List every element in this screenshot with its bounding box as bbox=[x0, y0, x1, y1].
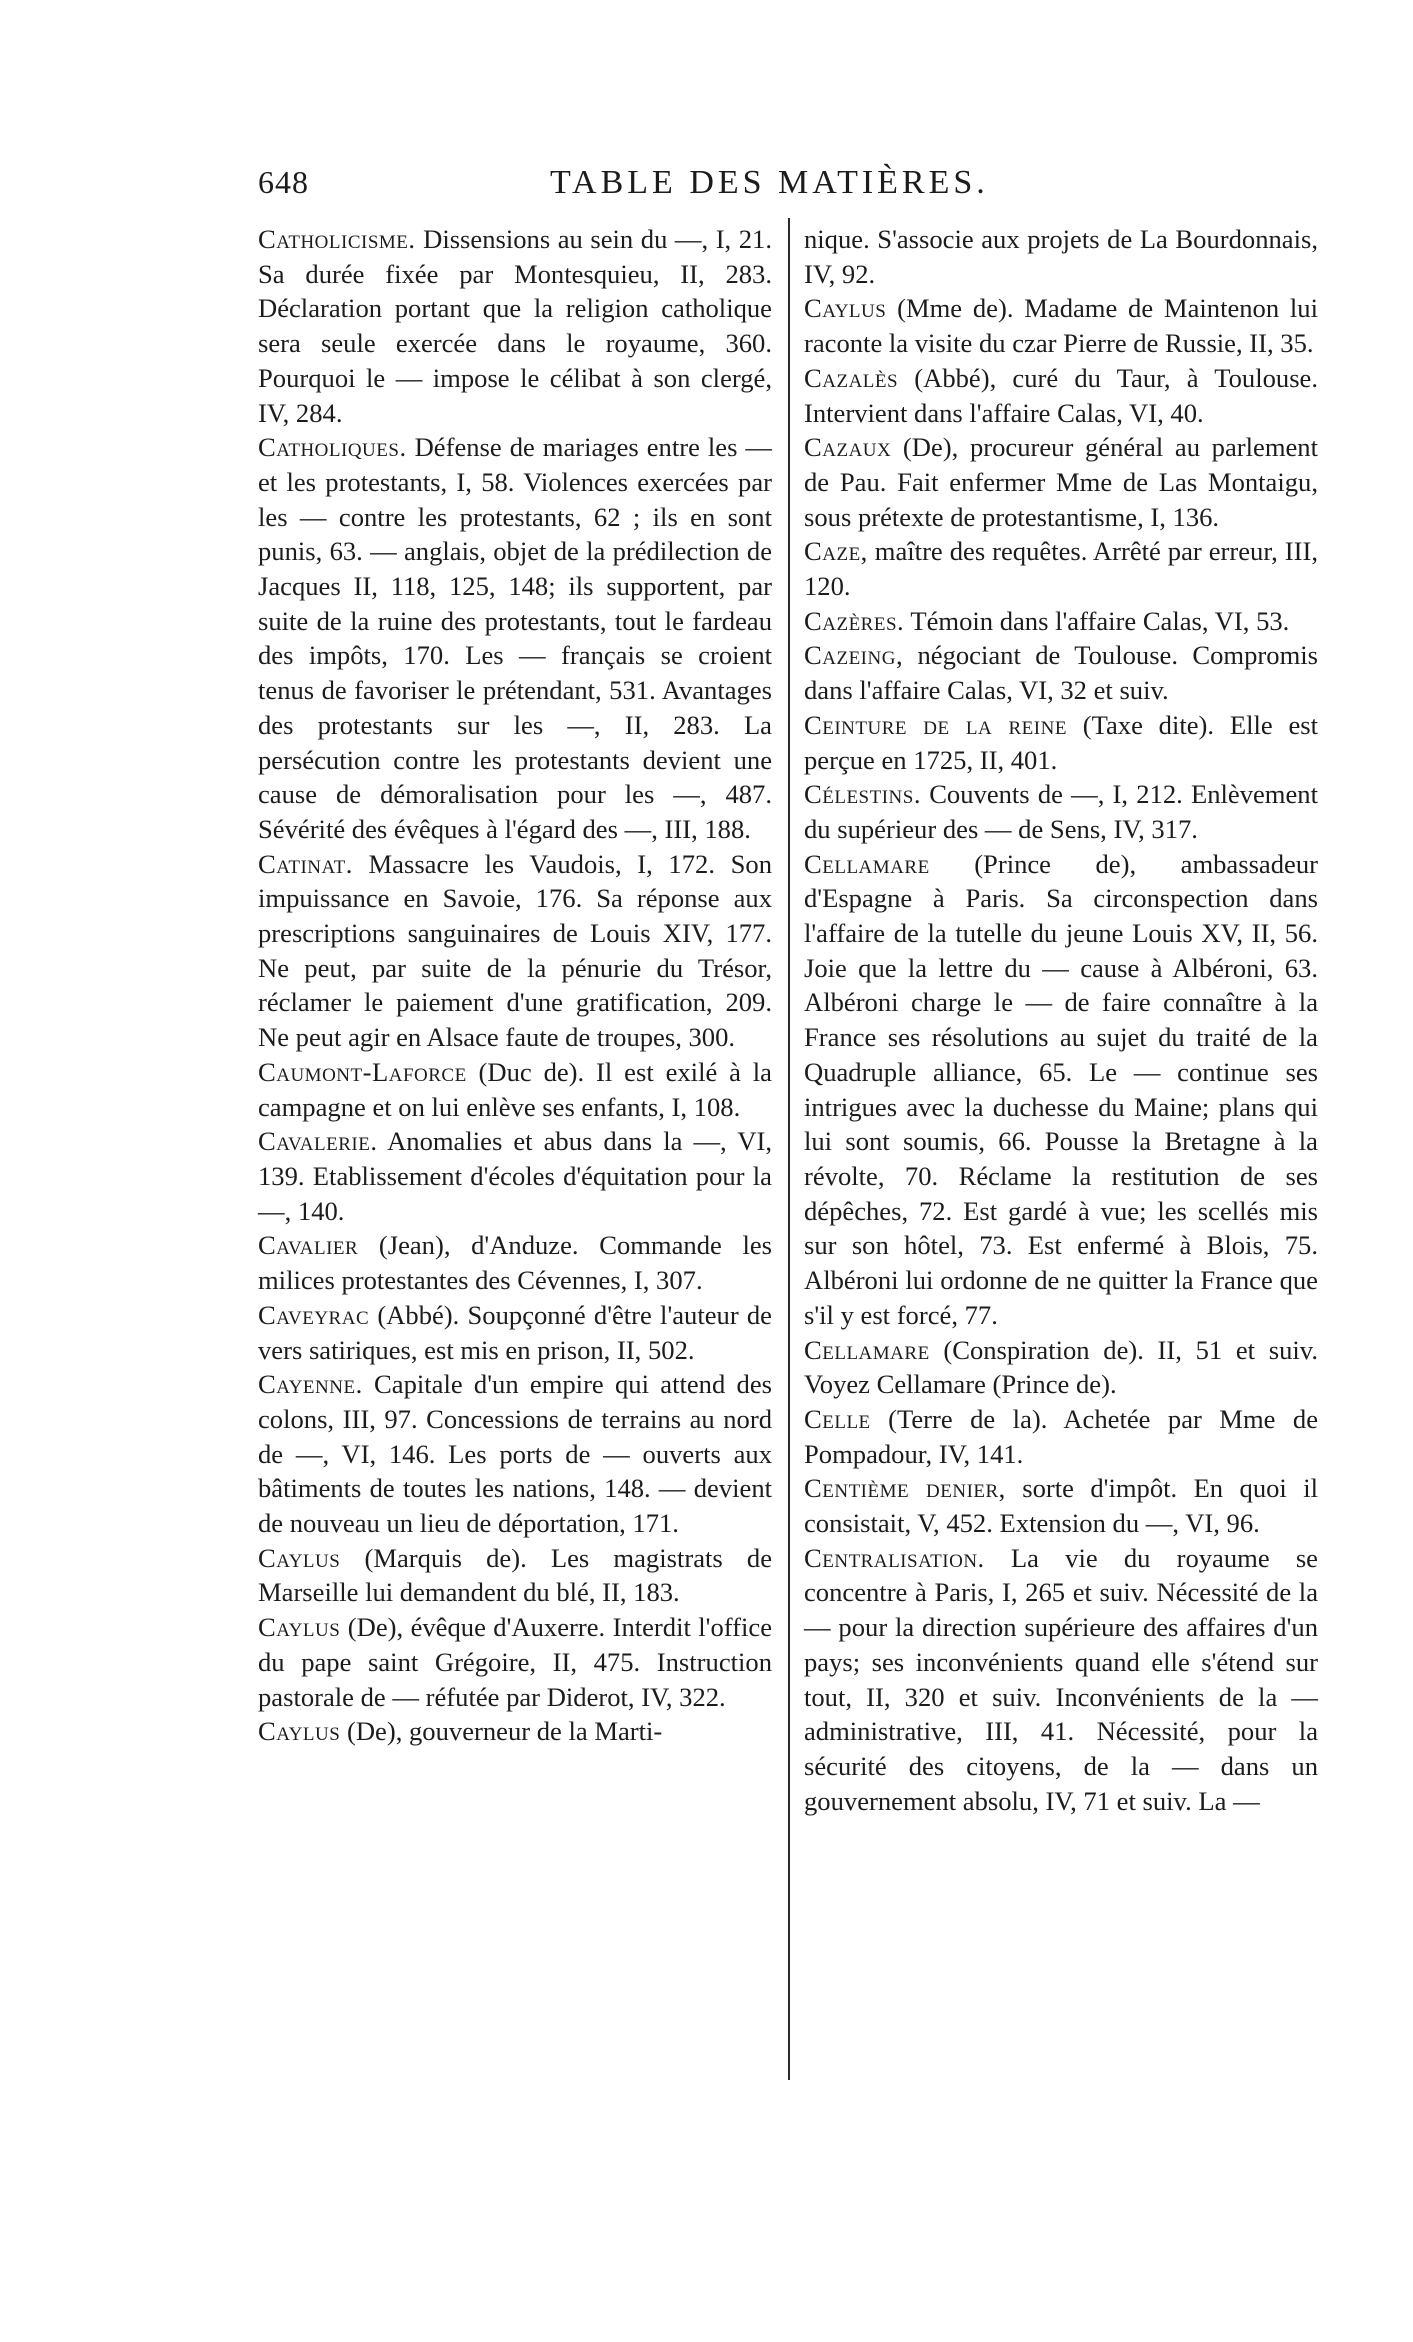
entry-text: Défense de mariages entre les — et les protestants, I, 58. Violences exercées par les — contre les protestants, 62 ; ils en sont punis, 63. — anglais, objet de la prédilection de Jacques II, 118, 125, 148; ils supportent, par suite de la ruine des protestants, tout le fardeau des impôts, 170. Les — français se croient tenus de favoriser le prétendant, 531. Avantages des protestants sur les —, II, 283. La persécution contre les protestants devient une cause de démoralisation pour les —, 487. Sévérité des évêques à l'égard des —, III, 188. bbox=[258, 432, 772, 844]
running-title: TABLE DES MATIÈRES. bbox=[550, 164, 989, 201]
entry-headword: Ceinture de la reine bbox=[804, 709, 1067, 740]
entry-text: (De), procureur général au parlement de Pau. Fait enfermer Mme de Las Montaigu, sous prétexte de protestantisme, I, 136. bbox=[804, 432, 1318, 532]
entry-headword: Caylus bbox=[258, 1612, 341, 1643]
index-entry bbox=[804, 777, 1318, 846]
entry-text: (De), évêque d'Auxerre. Interdit l'office du pape saint Grégoire, II, 475. Instruction pastorale de — réfutée par Diderot, IV, 322. bbox=[258, 1612, 772, 1712]
entry-headword: Caumont-Laforce bbox=[258, 1056, 467, 1087]
entry-text: (Mme de). Madame de Maintenon lui raconte la visite du czar Pierre de Russie, II, 35. bbox=[804, 293, 1318, 359]
entry-text: (De), gouverneur de la Marti- bbox=[340, 1716, 663, 1747]
index-entry bbox=[258, 430, 772, 846]
index-entry bbox=[804, 1471, 1318, 1540]
index-entry bbox=[804, 604, 1318, 639]
index-entry bbox=[804, 847, 1318, 1333]
entry-headword: Caylus bbox=[258, 1716, 341, 1747]
entry-headword: Cavalier bbox=[258, 1230, 359, 1261]
entry-text: (Jean), d'Anduze. Commande les milices protestantes des Cévennes, I, 307. bbox=[258, 1230, 772, 1296]
entry-headword: Cellamare bbox=[804, 848, 930, 879]
entry-text: (Conspiration de). II, 51 et suiv. Voyez Cellamare (Prince de). bbox=[804, 1334, 1318, 1400]
entry-text: Témoin dans l'affaire Calas, VI, 53. bbox=[904, 605, 1290, 636]
entry-headword: Cazaux bbox=[804, 432, 892, 463]
index-entry bbox=[804, 1402, 1318, 1471]
index-entry bbox=[804, 430, 1318, 534]
index-entry bbox=[258, 1124, 772, 1228]
index-entry bbox=[804, 222, 1318, 291]
index-entry bbox=[258, 847, 772, 1055]
entry-headword: Cavalerie. bbox=[258, 1126, 378, 1157]
index-entry bbox=[804, 361, 1318, 430]
index-entry bbox=[804, 638, 1318, 707]
entry-headword: Catholicisme. bbox=[258, 224, 416, 254]
index-entry bbox=[804, 1333, 1318, 1402]
entry-headword: Célestins. bbox=[804, 779, 921, 810]
entry-text: sorte d'impôt. En quoi il consistait, V, 452. Extension du —, VI, 96. bbox=[804, 1473, 1318, 1539]
entry-text: La vie du royaume se concentre à Paris, I, 265 et suiv. Nécessité de la — pour la direction supérieure des affaires d'un pays; ses inconvénients quand elle s'étend sur tout, II, 320 et suiv. Inconvénients de la — administrative, III, 41. Nécessité, pour la sécurité des citoyens, de la — dans un gouvernement absolu, IV, 71 et suiv. La — bbox=[804, 1542, 1318, 1816]
entry-headword: Caylus bbox=[804, 293, 887, 324]
index-entry bbox=[258, 1298, 772, 1367]
entry-text: (Abbé). Soupçonné d'être l'auteur de vers satiriques, est mis en prison, II, 502. bbox=[258, 1299, 772, 1365]
entry-headword: Caylus bbox=[258, 1542, 341, 1573]
entry-headword: Caveyrac bbox=[258, 1299, 370, 1330]
entry-text: Couvents de —, I, 212. Enlèvement du supérieur des — de Sens, IV, 317. bbox=[804, 779, 1318, 844]
index-entry bbox=[804, 1541, 1318, 1819]
entry-headword: Cellamare bbox=[804, 1334, 930, 1365]
entry-headword: Cayenne. bbox=[258, 1369, 363, 1400]
entry-headword: Centralisation. bbox=[804, 1542, 985, 1573]
entry-headword: Cazeing, bbox=[804, 640, 904, 671]
index-entry bbox=[258, 1714, 772, 1749]
entry-headword: Cazalès bbox=[804, 362, 899, 393]
entry-headword: Catinat. bbox=[258, 848, 353, 879]
index-entry bbox=[804, 534, 1318, 603]
left-column bbox=[258, 222, 772, 1749]
column-divider bbox=[788, 218, 790, 2080]
entry-text: Anomalies et abus dans la —, VI, 139. Etablissement d'écoles d'équitation pour la —, 140. bbox=[258, 1126, 772, 1226]
entry-text: Dissensions au sein du —, I, 21. Sa durée fixée par Montesquieu, II, 283. Déclaration portant que la religion catholique sera seule exercée dans le royaume, 360. Pourquoi le — impose le célibat à son clergé, IV, 284. bbox=[258, 224, 772, 428]
entry-text: (Terre de la). Achetée par Mme de Pompadour, IV, 141. bbox=[804, 1403, 1318, 1469]
entry-headword: Caze, bbox=[804, 536, 868, 567]
entry-text: (Taxe dite). Elle est perçue en 1725, II, 401. bbox=[804, 709, 1318, 775]
entry-headword: Cazères. bbox=[804, 605, 905, 636]
index-entry bbox=[804, 291, 1318, 360]
index-entry bbox=[258, 1055, 772, 1124]
index-entry bbox=[804, 708, 1318, 777]
entry-text: Capitale d'un empire qui attend des colons, III, 97. Concessions de terrains au nord de —, VI, 146. Les ports de — ouverts aux bâtiments de toutes les nations, 148. — devient de nouveau un lieu de déportation, 171. bbox=[258, 1369, 772, 1539]
index-entry bbox=[258, 1610, 772, 1714]
entry-text: négociant de Toulouse. Compromis dans l'affaire Calas, VI, 32 et suiv. bbox=[804, 640, 1318, 706]
entry-text: Massacre les Vaudois, I, 172. Son impuissance en Savoie, 176. Sa réponse aux prescriptions sanguinaires de Louis XIV, 177. Ne peut, par suite de la pénurie du Trésor, réclamer le paiement d'une gratification, 209. Ne peut agir en Alsace faute de troupes, 300. bbox=[258, 848, 772, 1053]
right-column bbox=[804, 222, 1318, 1818]
index-entry bbox=[258, 1228, 772, 1297]
index-entry bbox=[258, 1367, 772, 1541]
entry-text: maître des requêtes. Arrêté par erreur, III, 120. bbox=[804, 536, 1318, 602]
entry-text: (Marquis de). Les magistrats de Marseille lui demandent du blé, II, 183. bbox=[258, 1542, 772, 1608]
index-entry bbox=[258, 1541, 772, 1610]
page-number: 648 bbox=[258, 164, 309, 200]
entry-text: nique. S'associe aux projets de La Bourdonnais, IV, 92. bbox=[804, 224, 1318, 289]
entry-headword: Catholiques. bbox=[258, 432, 407, 463]
entry-text: (Prince de), ambassadeur d'Espagne à Paris. Sa circonspection dans l'affaire de la tutelle du jeune Louis XV, II, 56. Joie que la lettre du — cause à Albéroni, 63. Albéroni charge le — de faire connaître à la France ses résolutions au sujet du traité de la Quadruple alliance, 65. Le — continue ses intrigues avec la duchesse du Maine; plans qui lui sont soumis, 66. Pousse la Bretagne à la révolte, 70. Réclame la restitution de ses dépêches, 72. Est gardé à vue; les scellés mis sur son hôtel, 73. Est enfermé à Blois, 75. Albéroni lui ordonne de ne quitter la France que s'il y est forcé, 77. bbox=[804, 848, 1318, 1330]
entry-headword: Celle bbox=[804, 1403, 871, 1434]
index-entry bbox=[258, 222, 772, 430]
entry-headword: Centième denier, bbox=[804, 1473, 1006, 1504]
entry-text: (Duc de). Il est exilé à la campagne et on lui enlève ses enfants, I, 108. bbox=[258, 1056, 772, 1122]
entry-text: (Abbé), curé du Taur, à Toulouse. Intervient dans l'affaire Calas, VI, 40. bbox=[804, 362, 1318, 428]
